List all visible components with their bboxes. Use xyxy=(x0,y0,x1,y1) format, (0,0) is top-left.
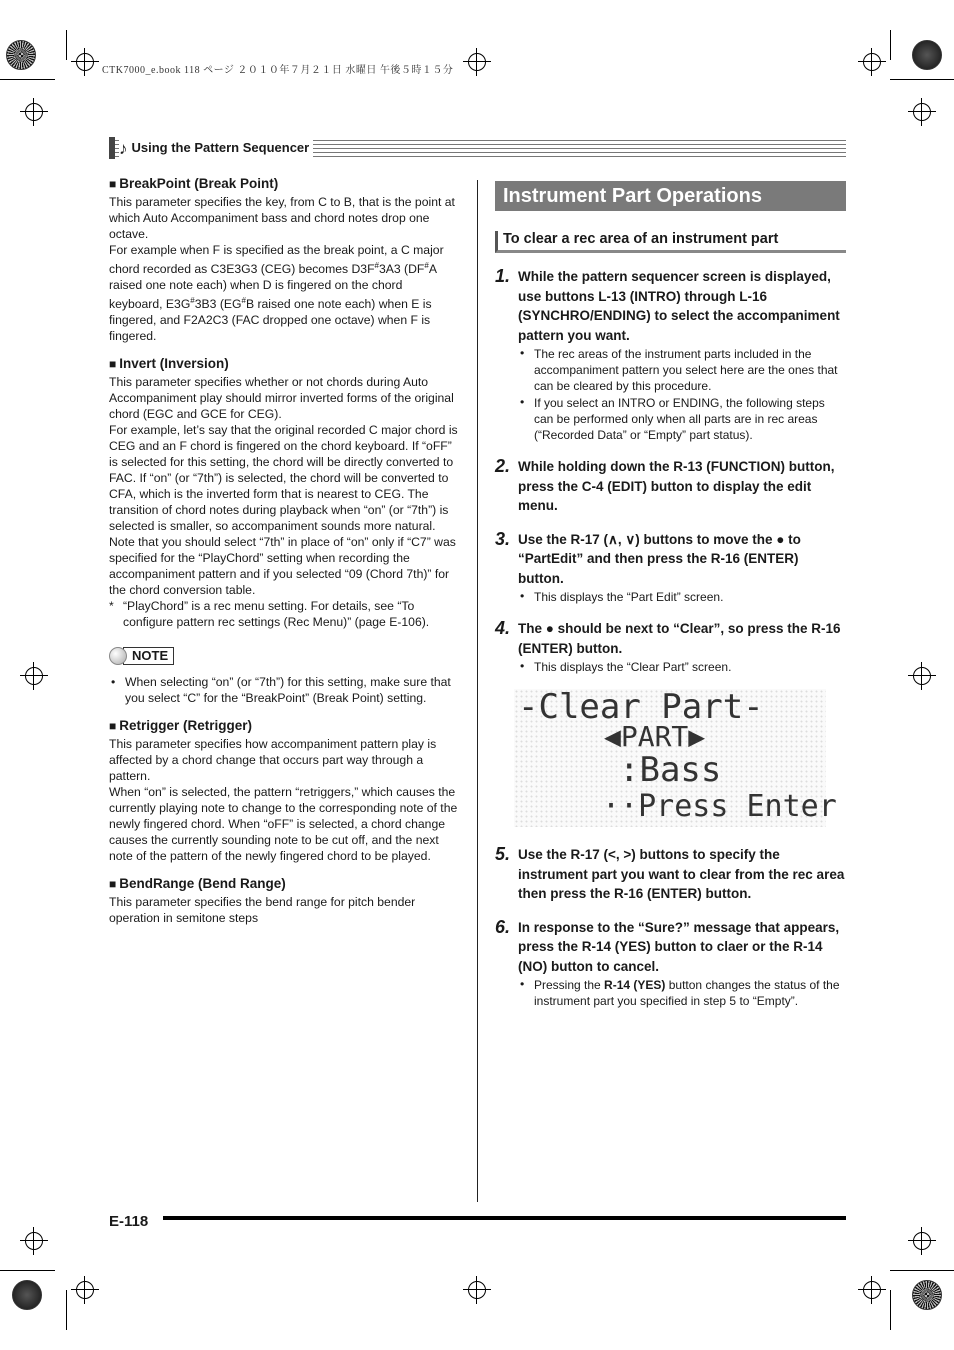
step-text: Use the R-17 (∧, ∨) buttons to move the ● to “PartEdit” and then press the R-16 (ENTER) button. xyxy=(518,531,801,586)
bullet-dot: • xyxy=(520,395,525,409)
note-block xyxy=(109,646,459,706)
param-breakpoint xyxy=(109,176,459,344)
param-heading xyxy=(109,176,459,191)
chapter-heading: Instrument Part Operations xyxy=(495,181,846,211)
step-6 xyxy=(495,918,846,1010)
text-run-bold: R-14 (YES) xyxy=(604,978,666,992)
sharp-sign: # xyxy=(424,261,429,270)
note-badge xyxy=(109,646,174,666)
music-note-icon: ♪ xyxy=(119,139,128,158)
step-body xyxy=(518,918,846,1010)
step-1 xyxy=(495,267,846,443)
paragraph: When “on” is selected, the pattern “retriggers,” which causes the currently playing note to change to the corresponding note of the newly fingered chord. When “oFF” is selected, a chord change causes the currently sounding note to be cut off, and the next note of the pattern of the newly fingered chord to be played. xyxy=(109,785,458,864)
crop-target-icon xyxy=(468,53,486,71)
note-bullet xyxy=(109,674,459,706)
lcd-line-1: -Clear Part- xyxy=(518,687,764,727)
square-bullet-icon: ■ xyxy=(109,357,117,372)
lcd-line-2: ◀PART▶ xyxy=(604,720,706,753)
bullet-text: This displays the “Part Edit” screen. xyxy=(534,590,724,604)
bullet-text: If you select an INTRO or ENDING, the following steps can be performed only when all parts are in rec areas (“Recorded Data” or “Empty” part status). xyxy=(534,396,825,442)
paragraph: This parameter specifies whether or not chords during Auto Accompaniment play should mirror inverted forms of the original chord (EGC and GCE for CEG). xyxy=(109,375,454,422)
text-run: For example when F is specified as the break point, a C major chord recorded as C3E3G3 (CEG) becomes D3F xyxy=(109,243,444,277)
step-sub-bullet xyxy=(518,658,846,675)
crop-line xyxy=(890,1270,954,1271)
registration-burst-top-left xyxy=(6,40,36,70)
text-run: 3A3 (DF xyxy=(378,262,425,277)
registration-burst-bottom-left xyxy=(12,1280,42,1310)
step-body xyxy=(518,267,846,443)
crop-target-icon xyxy=(25,1232,43,1250)
step-body xyxy=(518,619,846,675)
section-title xyxy=(119,139,313,159)
bullet-text xyxy=(534,977,846,1009)
section-header-marker xyxy=(109,137,115,159)
crop-target-icon xyxy=(913,667,931,685)
section-title-text: Using the Pattern Sequencer xyxy=(131,140,310,155)
step-text: While holding down the R-13 (FUNCTION) button, press the C-4 (EDIT) button to display the edit menu. xyxy=(518,459,835,513)
square-bullet-icon: ■ xyxy=(109,877,117,892)
step-number: 6. xyxy=(495,916,511,937)
sharp-sign: # xyxy=(190,296,195,306)
crop-target-icon xyxy=(468,1281,486,1299)
step-number: 5. xyxy=(495,844,511,864)
paragraph: This parameter specifies the bend range for pitch bender operation in semitone steps xyxy=(109,895,416,926)
sharp-sign: # xyxy=(374,261,379,270)
param-heading-text: BendRange (Bend Range) xyxy=(119,876,286,892)
param-heading xyxy=(109,876,459,891)
step-sub-bullet xyxy=(518,394,846,443)
param-bendrange xyxy=(109,876,459,926)
step-number: 3. xyxy=(495,528,511,549)
print-header: CTK7000_e.book 118 ページ ２０１０年７月２１日 水曜日 午後５時１５分 xyxy=(102,65,454,76)
bullet-dot: • xyxy=(520,589,525,603)
step-text: In response to the “Sure?” message that appears, press the R-14 (YES) button to claer or the R-14 (NO) button to cancel. xyxy=(518,919,840,974)
footer-rule xyxy=(163,1216,846,1220)
bullet-text: This displays the “Clear Part” screen. xyxy=(534,660,732,674)
asterisk-mark: * xyxy=(109,599,114,614)
square-bullet-icon: ■ xyxy=(109,177,117,191)
param-retrigger xyxy=(109,718,459,864)
bullet-dot: • xyxy=(111,675,116,690)
right-column xyxy=(495,181,846,1009)
crop-target-icon xyxy=(863,53,881,71)
crop-target-icon xyxy=(25,103,43,121)
param-heading xyxy=(109,718,459,733)
step-number: 4. xyxy=(495,618,511,638)
step-sub-bullet xyxy=(518,588,846,605)
param-heading xyxy=(109,356,459,371)
bullet-dot: • xyxy=(520,977,525,991)
crop-target-icon xyxy=(863,1281,881,1299)
step-number: 2. xyxy=(495,456,511,476)
crop-target-icon xyxy=(913,1232,931,1250)
footnote-text: “PlayChord” is a rec menu setting. For details, see “To configure pattern rec settings (Rec Menu)” (page E-106). xyxy=(123,599,430,630)
step-2 xyxy=(495,457,846,516)
text-run: B raised one note each) when E is fingered, and F2A2C3 (FAC dropped one octave) when F is fingered. xyxy=(109,297,432,344)
paragraph xyxy=(109,242,459,344)
crop-target-icon xyxy=(76,53,94,71)
paragraph: This parameter specifies the key, from C to B, that is the point at which Auto Accompaniment bass and chord notes drop one octave. xyxy=(109,195,455,241)
step-sub-bullet xyxy=(518,345,846,394)
crop-line xyxy=(0,79,55,80)
step-4 xyxy=(495,619,846,675)
column-divider xyxy=(477,180,478,1202)
page-number: E-118 xyxy=(109,1213,149,1230)
crop-line xyxy=(890,1290,891,1330)
sharp-sign: # xyxy=(241,296,246,306)
param-invert xyxy=(109,356,459,630)
footnote xyxy=(109,598,459,630)
square-bullet-icon: ■ xyxy=(109,719,117,734)
step-3 xyxy=(495,530,846,606)
step-text: The ● should be next to “Clear”, so press the R-16 (ENTER) button. xyxy=(518,621,841,656)
param-heading-text: Retrigger (Retrigger) xyxy=(119,718,253,734)
registration-burst-bottom-right xyxy=(912,1280,942,1310)
lightbulb-icon xyxy=(109,647,127,665)
lcd-line-4: ··Press Enter xyxy=(602,789,837,824)
crop-target-icon xyxy=(25,667,43,685)
param-heading-text: BreakPoint (Break Point) xyxy=(119,176,279,191)
text-run: Pressing the xyxy=(534,978,605,992)
left-column xyxy=(109,176,459,938)
procedure-heading: To clear a rec area of an instrument part xyxy=(495,231,846,253)
crop-target-icon xyxy=(913,103,931,121)
step-body xyxy=(518,845,846,904)
text-run: A raised one note each) when D is fingered on the chord keyboard, E3G xyxy=(109,262,437,312)
step-number: 1. xyxy=(495,266,511,286)
crop-target-icon xyxy=(76,1281,94,1299)
registration-burst-top-right xyxy=(912,40,942,70)
crop-line xyxy=(890,30,891,60)
step-text: Use the R-17 (<, >) buttons to specify the instrument part you want to clear from the rec area then press the R-16 (ENTER) button. xyxy=(518,847,845,901)
step-body xyxy=(518,457,846,516)
paragraph: This parameter specifies how accompaniment pattern play is affected by a chord change that occurs part way through a pattern. xyxy=(109,737,437,784)
step-body xyxy=(518,530,846,606)
paragraph: For example, let’s say that the original recorded C major chord is CEG and an F chord is fingered on the chord keyboard. If “oFF” is selected for this setting, the chord will be directly converted to FAC. If “on” (or “7th”) is selected, the chord will be converted to CFA, which is the inverted form that is nearest to CEG. The transition of chord notes during playback when “on” (or “7th”) is selected is smaller, so accompaniment sounds more natural. xyxy=(109,423,458,534)
param-heading-text: Invert (Inversion) xyxy=(119,356,229,372)
crop-line xyxy=(66,30,67,60)
crop-line xyxy=(890,79,954,80)
paragraph: Note that you should select “7th” in place of “on” only if “C7” was specified for the “PlayChord” setting when recording the accompaniment pattern and if you selected “09 (Chord 7th)” for the chord conversion table. xyxy=(109,535,456,598)
crop-line xyxy=(0,1270,55,1271)
step-sub-bullet xyxy=(518,976,846,1009)
step-5 xyxy=(495,845,846,904)
text-run: 3B3 (EG xyxy=(194,297,242,312)
text-run: button changes the status of the instrument part you specified in step 5 to “Empty”. xyxy=(534,978,840,1008)
bullet-dot: • xyxy=(520,659,525,673)
lcd-line-3: :Bass xyxy=(619,750,722,790)
bullet-dot: • xyxy=(520,346,525,360)
bullet-text: The rec areas of the instrument parts included in the accompaniment pattern you select here are the ones that can be cleared by this procedure. xyxy=(534,347,838,393)
section-header-bar xyxy=(109,137,846,159)
bullet-text: When selecting “on” (or “7th”) for this setting, make sure that you select “C” for the “BreakPoint” (Break Point) setting. xyxy=(125,675,451,706)
note-label: NOTE xyxy=(123,647,174,665)
step-text: While the pattern sequencer screen is displayed, use buttons L-13 (INTRO) through L-16 (SYNCHRO/ENDING) to select the accompaniment pattern you want. xyxy=(518,269,840,343)
crop-line xyxy=(66,1290,67,1330)
lcd-screen xyxy=(514,687,837,827)
